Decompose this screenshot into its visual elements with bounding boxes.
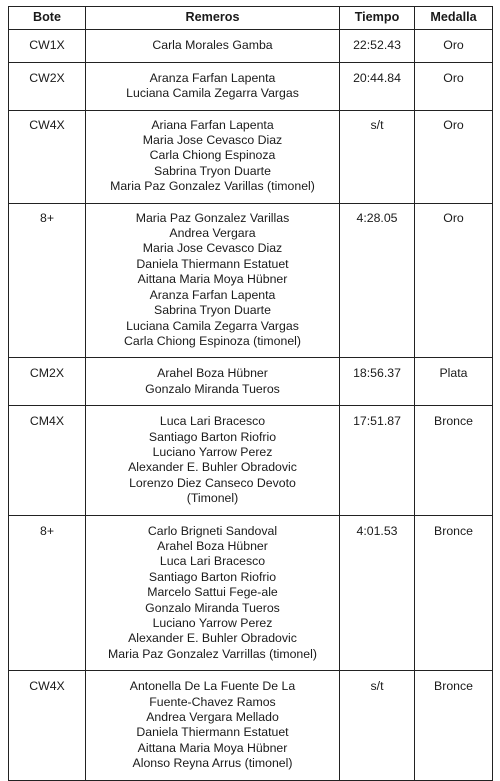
rower-name: Aranza Farfan Lapenta bbox=[149, 70, 276, 85]
cell-tiempo: 17:51.87 bbox=[340, 406, 415, 515]
rower-name: Arahel Boza Hübner bbox=[157, 366, 268, 381]
cell-bote: CM2X bbox=[9, 358, 86, 406]
cell-remeros bbox=[86, 358, 340, 406]
rower-name: Luciano Yarrow Perez bbox=[152, 616, 273, 630]
rower-name: Sabrina Tryon Duarte bbox=[154, 163, 271, 178]
rower-name: Alexander E. Buhler Obradovic bbox=[128, 631, 297, 646]
cell-bote: CM4X bbox=[9, 406, 86, 515]
rower-name: Luciano Yarrow Perez bbox=[152, 444, 273, 459]
table-row bbox=[9, 30, 493, 62]
rower-name: Fuente-Chavez Ramos bbox=[149, 694, 276, 709]
cell-remeros bbox=[86, 30, 340, 62]
cell-medalla: Bronce bbox=[415, 406, 493, 515]
rower-name: Daniela Thiermann Estatuet bbox=[136, 725, 289, 740]
rower-name: Alonso Reyna Arrus (timonel) bbox=[132, 756, 293, 771]
rower-name: (Timonel) bbox=[186, 491, 239, 506]
cell-remeros bbox=[86, 203, 340, 358]
rower-name: Marcelo Sattui Fege-ale bbox=[147, 585, 278, 600]
rower-name: Daniela Thiermann Estatuet bbox=[136, 256, 289, 271]
rower-name: Lorenzo Diez Canseco Devoto bbox=[129, 475, 296, 490]
cell-remeros bbox=[86, 671, 340, 780]
cell-medalla: Bronce bbox=[415, 515, 493, 671]
cell-tiempo: 4:28.05 bbox=[340, 203, 415, 358]
rower-name: Luciana Camila Zegarra Vargas bbox=[126, 86, 299, 101]
rower-name: Alexander E. Buhler Obradovic bbox=[128, 460, 297, 475]
rower-name: Maria Jose Cevasco Diaz bbox=[142, 241, 283, 256]
cell-tiempo: s/t bbox=[340, 671, 415, 780]
rower-name: Gonzalo Miranda Tueros bbox=[145, 381, 280, 396]
cell-bote: CW4X bbox=[9, 671, 86, 780]
cell-bote: 8+ bbox=[9, 515, 86, 671]
cell-remeros bbox=[86, 62, 340, 110]
cell-bote: CW4X bbox=[9, 110, 86, 203]
rower-name: Arahel Boza Hübner bbox=[157, 538, 268, 553]
table-row bbox=[9, 515, 493, 671]
cell-tiempo: s/t bbox=[340, 110, 415, 203]
rower-name: Luca Lari Bracesco bbox=[159, 554, 266, 569]
rower-name: Santiago Barton Riofrio bbox=[148, 569, 277, 584]
cell-tiempo: 18:56.37 bbox=[340, 358, 415, 406]
cell-tiempo: 4:01.53 bbox=[340, 515, 415, 671]
cell-remeros bbox=[86, 110, 340, 203]
rower-name: Antonella De La Fuente De La bbox=[129, 679, 296, 694]
rower-name: Aranza Farfan Lapenta bbox=[149, 287, 276, 302]
header-tiempo: Tiempo bbox=[340, 7, 415, 30]
cell-medalla: Oro bbox=[415, 62, 493, 110]
rower-name: Santiago Barton Riofrio bbox=[148, 429, 277, 444]
table-row bbox=[9, 62, 493, 110]
cell-bote: CW1X bbox=[9, 30, 86, 62]
cell-bote: 8+ bbox=[9, 203, 86, 358]
rower-name: Maria Paz Gonzalez Varillas bbox=[135, 210, 290, 225]
rower-name: Carla Chiong Espinoza bbox=[149, 148, 276, 163]
header-remeros: Remeros bbox=[86, 7, 340, 30]
table-row bbox=[9, 406, 493, 515]
cell-medalla: Oro bbox=[415, 203, 493, 358]
results-table bbox=[8, 6, 493, 781]
header-row bbox=[9, 7, 493, 30]
cell-remeros bbox=[86, 515, 340, 671]
rower-name: Maria Paz Gonzalez Varrillas (timonel) bbox=[108, 646, 317, 661]
table-row bbox=[9, 203, 493, 358]
rower-name: Andrea Vergara Mellado bbox=[146, 710, 279, 725]
rower-name: Aittana Maria Moya Hübner bbox=[137, 272, 288, 287]
rower-name: Andrea Vergara bbox=[169, 226, 256, 241]
cell-tiempo: 22:52.43 bbox=[340, 30, 415, 62]
header-bote: Bote bbox=[9, 7, 86, 30]
rower-name: Sabrina Tryon Duarte bbox=[154, 303, 271, 318]
rower-name: Ariana Farfan Lapenta bbox=[151, 117, 274, 132]
rower-name: Luciana Camila Zegarra Vargas bbox=[126, 318, 299, 333]
cell-tiempo: 20:44.84 bbox=[340, 62, 415, 110]
rower-name: Maria Jose Cevasco Diaz bbox=[142, 133, 283, 148]
rower-name: Carla Morales Gamba bbox=[152, 38, 273, 53]
rower-name: Maria Paz Gonzalez Varillas (timonel) bbox=[110, 179, 315, 194]
rower-name: Luca Lari Bracesco bbox=[159, 414, 266, 429]
cell-remeros bbox=[86, 406, 340, 515]
table-row bbox=[9, 110, 493, 203]
cell-medalla: Oro bbox=[415, 30, 493, 62]
cell-medalla: Bronce bbox=[415, 671, 493, 780]
cell-medalla: Plata bbox=[415, 358, 493, 406]
cell-medalla: Oro bbox=[415, 110, 493, 203]
cell-bote: CW2X bbox=[9, 62, 86, 110]
header-medalla: Medalla bbox=[415, 7, 493, 30]
rower-name: Carlo Brigneti Sandoval bbox=[147, 523, 278, 538]
rower-name: Carla Chiong Espinoza (timonel) bbox=[123, 333, 302, 348]
table-row bbox=[9, 671, 493, 780]
rower-name: Gonzalo Miranda Tueros bbox=[145, 600, 280, 615]
rower-name: Aittana Maria Moya Hübner bbox=[137, 740, 288, 755]
table-row bbox=[9, 358, 493, 406]
